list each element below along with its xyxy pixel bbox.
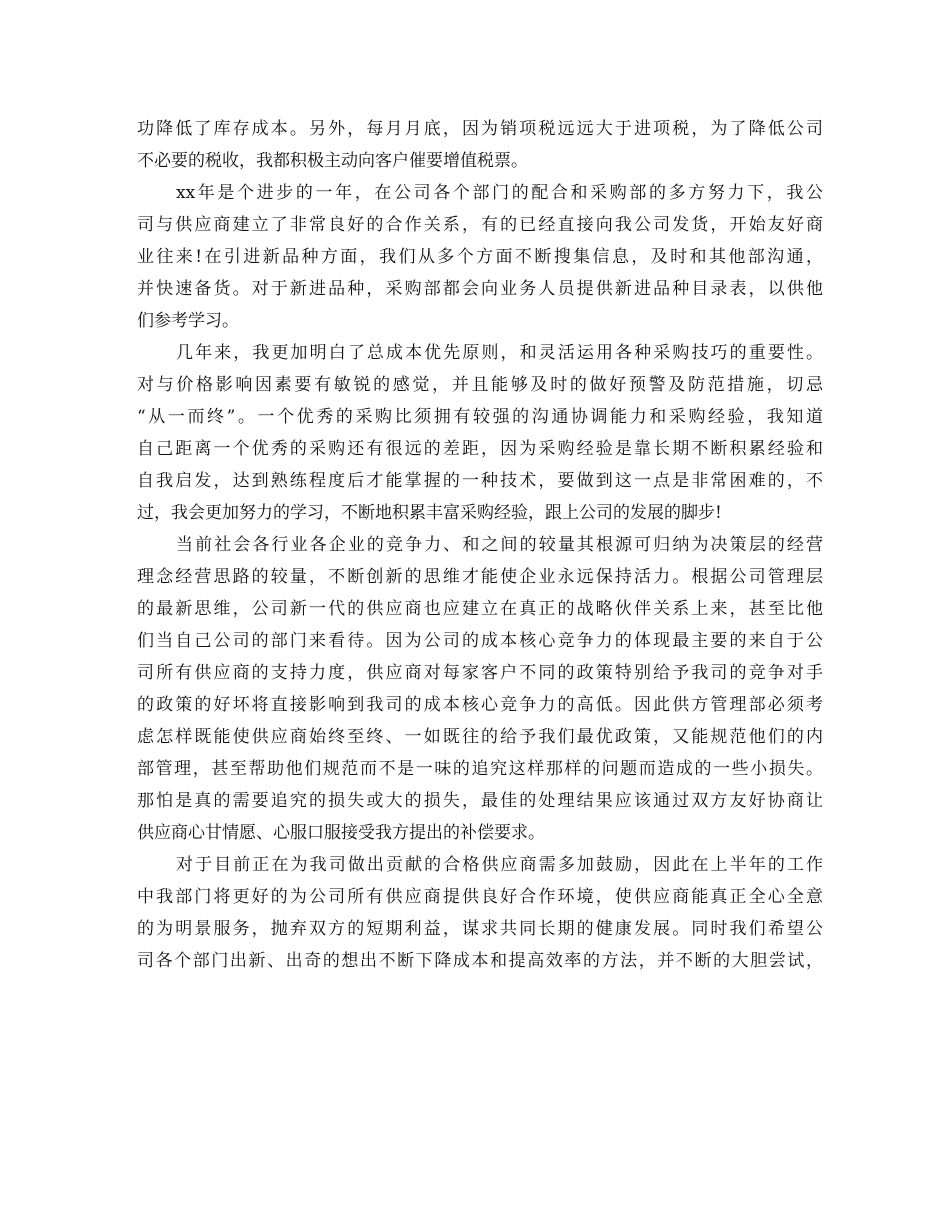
paragraph bbox=[137, 177, 823, 337]
text-line: 业往来!在引进新品种方面，我们从多个方面不断搜集信息，及时和其他部沟通， bbox=[137, 247, 823, 267]
text-line: 过，我会更加努力的学习，不断地积累丰富采购经验，跟上公司的发展的脚步! bbox=[137, 503, 722, 523]
text-line: 当前社会各行业各企业的竞争力、和之间的较量其根源可归纳为决策层的经营 bbox=[176, 535, 823, 555]
text-line: 对与价格影响因素要有敏锐的感觉，并且能够及时的做好预警及防范措施，切忌 bbox=[137, 375, 823, 395]
text-line: 部管理，甚至帮助他们规范而不是一味的追究这样那样的问题而造成的一些小损失。 bbox=[137, 759, 823, 779]
text-line: 自我启发，达到熟练程度后才能掌握的一种技术，要做到这一点是非常困难的，不 bbox=[137, 471, 823, 491]
text-line: 的为明景服务，抛弃双方的短期利益，谋求共同长期的健康发展。同时我们希望公 bbox=[137, 919, 823, 939]
text-line: 理念经营思路的较量，不断创新的思维才能使企业永远保持活力。根据公司管理层 bbox=[137, 567, 823, 587]
paragraph bbox=[137, 529, 823, 849]
text-line: 不必要的税收，我都积极主动向客户催要增值税票。 bbox=[137, 151, 528, 171]
text-line: 中我部门将更好的为公司所有供应商提供良好合作环境，使供应商能真正全心全意 bbox=[137, 887, 823, 907]
text-line: 司所有供应商的支持力度，供应商对每家客户不同的政策特别给予我司的竞争对手 bbox=[137, 663, 823, 683]
text-line: 并快速备货。对于新进品种，采购部都会向业务人员提供新进品种目录表，以供他 bbox=[137, 279, 823, 299]
text-line: 的最新思维，公司新一代的供应商也应建立在真正的战略伙伴关系上来，甚至比他 bbox=[137, 599, 823, 619]
text-line: 们当自己公司的部门来看待。因为公司的成本核心竞争力的体现最主要的来自于公 bbox=[137, 631, 823, 651]
text-line: 几年来，我更加明白了总成本优先原则，和灵活运用各种采购技巧的重要性。 bbox=[176, 343, 823, 363]
paragraph bbox=[137, 849, 823, 977]
text-line: 功降低了库存成本。另外，每月月底，因为销项税远远大于进项税，为了降低公司 bbox=[137, 119, 823, 139]
text-line: 对于目前正在为我司做出贡献的合格供应商需多加鼓励，因此在上半年的工作 bbox=[176, 855, 823, 875]
text-line: 司与供应商建立了非常良好的合作关系，有的已经直接向我公司发货，开始友好商 bbox=[137, 215, 823, 235]
text-line: 们参考学习。 bbox=[137, 311, 239, 331]
text-line: 虑怎样既能使供应商始终至终、一如既往的给予我们最优政策，又能规范他们的内 bbox=[137, 727, 823, 747]
text-line: 司各个部门出新、出奇的想出不断下降成本和提高效率的方法，并不断的大胆尝试， bbox=[137, 951, 823, 971]
document-body bbox=[137, 113, 823, 977]
paragraph bbox=[137, 113, 823, 177]
text-line: 自己距离一个优秀的采购还有很远的差距，因为采购经验是靠长期不断积累经验和 bbox=[137, 439, 823, 459]
text-line: 那怕是真的需要追究的损失或大的损失，最佳的处理结果应该通过双方友好协商让 bbox=[137, 791, 823, 811]
text-line: 的政策的好坏将直接影响到我司的成本核心竞争力的高低。因此供方管理部必须考 bbox=[137, 695, 823, 715]
text-line: “从一而终”。一个优秀的采购比须拥有较强的沟通协调能力和采购经验，我知道 bbox=[137, 407, 823, 427]
text-line: xx年是个进步的一年，在公司各个部门的配合和采购部的多方努力下，我公 bbox=[176, 183, 823, 203]
text-line: 供应商心甘情愿、心服口服接受我方提出的补偿要求。 bbox=[137, 823, 545, 843]
paragraph bbox=[137, 337, 823, 529]
